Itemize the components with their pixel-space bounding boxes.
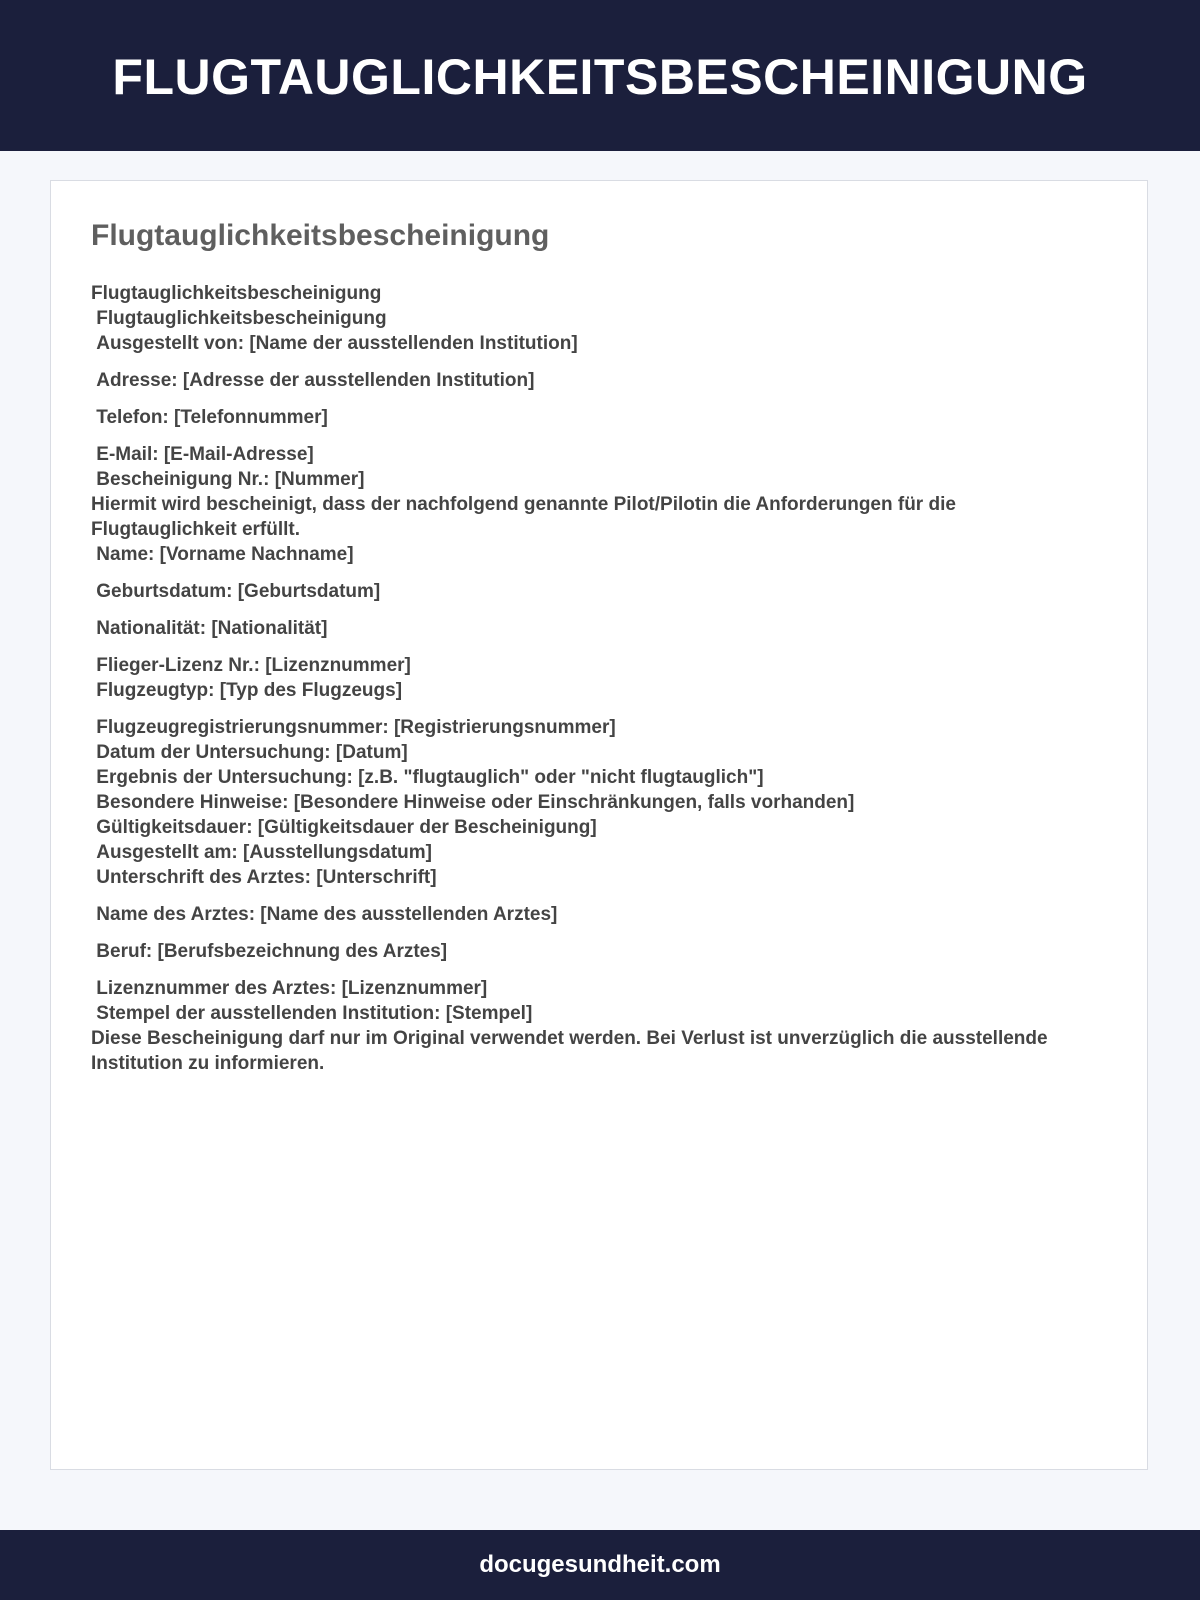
doc-line-phone: Telefon: [Telefonnummer] (91, 407, 328, 428)
doc-line-special-notes: Besondere Hinweise: [Besondere Hinweise oder Einschränkungen, falls vorhanden] (91, 792, 855, 813)
document-body (91, 281, 1101, 1076)
doc-line-birthdate: Geburtsdatum: [Geburtsdatum] (91, 581, 381, 602)
doc-line-pilot-license: Flieger-Lizenz Nr.: [Lizenznummer] (91, 655, 411, 676)
doc-line-email: E-Mail: [E-Mail-Adresse] (91, 444, 314, 465)
doc-line-doctor-name: Name des Arztes: [Name des ausstellenden Arztes] (91, 904, 558, 925)
doc-line-issue-date: Ausgestellt am: [Ausstellungsdatum] (91, 842, 432, 863)
doc-line-declaration: Hiermit wird bescheinigt, dass der nachfolgend genannte Pilot/Pilotin die Anforderungen für die Flugtauglichkeit erfüllt. (91, 494, 962, 540)
doc-line-aircraft-type: Flugzeugtyp: [Typ des Flugzeugs] (91, 680, 403, 701)
doc-line-doctor-license: Lizenznummer des Arztes: [Lizenznummer] (91, 978, 488, 999)
document-title: Flugtauglichkeitsbescheinigung (91, 219, 550, 252)
doc-line-nationality: Nationalität: [Nationalität] (91, 618, 328, 639)
doc-line-heading: Flugtauglichkeitsbescheinigung (91, 283, 382, 304)
doc-line-certificate-number: Bescheinigung Nr.: [Nummer] (91, 469, 365, 490)
doc-line-issuer: Ausgestellt von: [Name der ausstellenden Institution] (91, 333, 578, 354)
footer-site-link[interactable]: docugesundheit.com (479, 1551, 721, 1578)
doc-line-subheading: Flugtauglichkeitsbescheinigung (91, 308, 387, 329)
doc-line-aircraft-registration: Flugzeugregistrierungsnummer: [Registrierungsnummer] (91, 717, 616, 738)
doc-line-doctor-signature: Unterschrift des Arztes: [Unterschrift] (91, 867, 437, 888)
doc-line-disclaimer: Diese Bescheinigung darf nur im Original verwendet werden. Bei Verlust ist unverzüglich die ausstellende Institution zu informieren. (91, 1028, 1053, 1074)
doc-line-name: Name: [Vorname Nachname] (91, 544, 354, 565)
document-card (50, 180, 1148, 1470)
header-title: FLUGTAUGLICHKEITSBESCHEINIGUNG (112, 48, 1088, 105)
doc-line-stamp: Stempel der ausstellenden Institution: [Stempel] (91, 1003, 533, 1024)
doc-line-address: Adresse: [Adresse der ausstellenden Institution] (91, 370, 535, 391)
doc-line-validity: Gültigkeitsdauer: [Gültigkeitsdauer der Bescheinigung] (91, 817, 597, 838)
doc-line-exam-date: Datum der Untersuchung: [Datum] (91, 742, 408, 763)
page-footer (0, 1530, 1200, 1600)
page-header (0, 0, 1200, 151)
doc-line-exam-result: Ergebnis der Untersuchung: [z.B. "flugtauglich" oder "nicht flugtauglich"] (91, 767, 764, 788)
doc-line-doctor-profession: Beruf: [Berufsbezeichnung des Arztes] (91, 941, 448, 962)
